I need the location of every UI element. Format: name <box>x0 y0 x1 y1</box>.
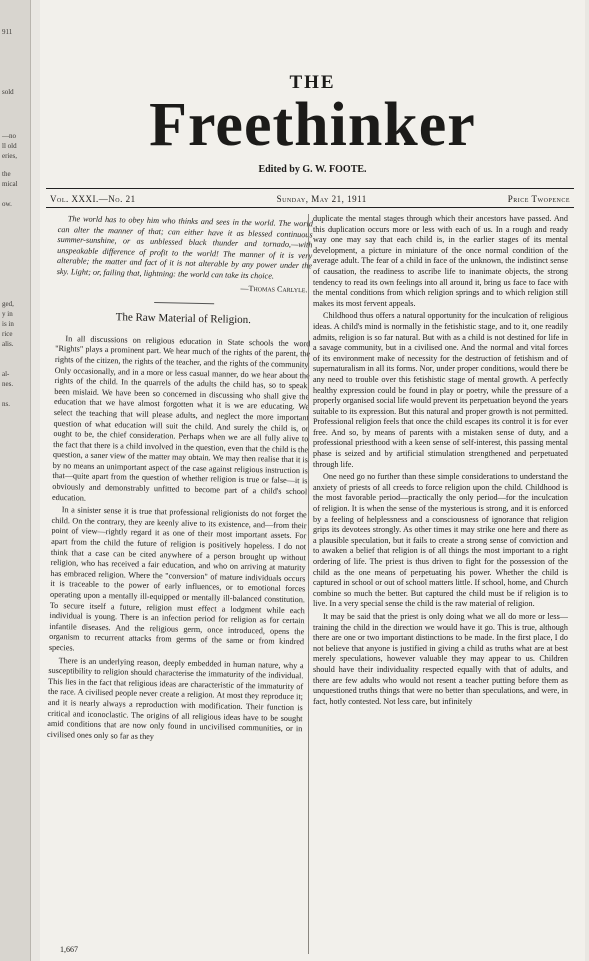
epigraph-author: —Thomas Carlyle. <box>240 283 308 294</box>
top-rule <box>46 188 574 189</box>
right-column <box>313 214 568 709</box>
issue-price: Price Twopence <box>507 194 570 204</box>
paragraph: There is an underlying reason, deeply embedded in human nature, why a susceptibility to religion should characterise the immaturity of the individual. This lies in the fact that religious ideas are characteristic of the immaturity of the race. A civilised people never create a religion. At most they reproduce it; and it is nearly always a reproduction with modification. Their function is critical and iconoclastic. The origins of all religious ideas have to be sought amid conditions that are now only found in uncivilised communities, or in civilised ones only so far as they <box>47 655 304 741</box>
margin-fragment: is in <box>2 320 14 328</box>
paragraph: Childhood thus offers a natural opportunity for the inculcation of religious ideas. A child's mind is normally in the fetishistic stage, and to it, one readily admits, religion is so far natural. But with as a child is not destined for life in a savage community, but in a civilised one. And the normal and vital forces of its environment make of necessity for the destruction of fetishism and of supernaturalism in all its forms. Nor, under proper conditions, would there be any need to trouble over this fetishistic stage of mental growth. A perfectly healthy expression could be found in play or poetry, while the pressure of a properly organised social life would prevent its perpetuation beyond the years suitable to its expression. But this natural and proper growth is not permitted. Professional religion feels that once the child escapes its control it is for ever free. And so, by means of parents with a mistaken sense of duty, and a professional priesthood with a keen sense of self-interest, this passing mental phase is seized and by artificial stimulation strengthened and perpetuated through life. <box>313 311 568 469</box>
margin-fragment: nes. <box>2 380 14 388</box>
margin-fragment: alis. <box>2 340 14 348</box>
margin-fragment: —no <box>2 132 16 140</box>
paragraph: In all discussions on religious education in State schools the word "Rights" plays a prominent part. We hear much of the rights of the parent, the rights of the citizen, the rights of the teacher, and the rights of the community. Only occasionally, and in a more or less casual manner, do we hear about the rights of the child. In the quarrels of the adults the child has, so to speak, been mislaid. We have been so concerned in discussing who shall give the education that we have almost forgotten what it is we are educating. We select the teaching that will please adults, and neglect the more important question of what education will suit the child. And surely the child is, or ought to be, the chief consideration. Perhaps when we are all fully alive to the fact that there is a child involved in the question, even that the child is the question, a saner view of the matter may obtain. We may then realise that it is by no means an unimportant aspect of the case against religious instruction is that—quite apart from the question of whether religion is true or false—it is obviously and demonstrably unfitted to become part of a child's school education. <box>51 333 311 503</box>
margin-fragment: ll old <box>2 142 17 150</box>
paragraph: It may be said that the priest is only doing what we all do more or less—training the child in the direction we would have it go. This is true, although there are one or two important distinctions to be made. In the first place, I do not believe that anyone is justified in giving a child as truths what are at best merely speculations, however valuable they may appear to us. Children should have their individuality respected equally with that of adults, and there are few adults who would not resent a teacher putting before them as unquestioned truths things that were no better than speculations, and were, in fact, hotly contested. Not less care, but infinitely <box>313 611 568 706</box>
margin-fragment: ns. <box>2 400 10 408</box>
left-margin-strip <box>0 0 31 961</box>
bottom-rule <box>46 207 574 208</box>
issue-volume: Vol. XXXI.—No. 21 <box>50 194 136 204</box>
margin-fragment: rice <box>2 330 13 338</box>
margin-fragment: eries, <box>2 152 17 160</box>
masthead-the: THE <box>289 72 336 93</box>
margin-fragment: 911 <box>2 28 13 36</box>
issue-line <box>50 194 570 204</box>
page-number: 1,667 <box>60 945 78 954</box>
masthead-editor: Edited by G. W. FOOTE. <box>258 164 367 175</box>
margin-fragment: al- <box>2 370 10 378</box>
paragraph: One need go no further than these simple considerations to understand the anxiety of priests of all creeds to force religion upon the child. Childhood is the most favorable period—practically the only period—for the inculcation of religion. It is when the sense of the mysterious is strong, and it is enforced by a feeling of helplessness and a consciousness of ignorance that religion grips its devotees strongly. As other times it may strike one here and there as a plausible speculation, but it fails to create a strong sense of conviction and to awaken a belief that religion is of all things the most important to a right ordering of life. The priest is thus driven to fight for the possession of the child as the one means of perpetuating his power. Whether the child is captured in school or out of school matters little. If school, home, and Church combine so much the better. But captured the child must be if religion is to live. In a very special sense the child is the raw material of religion. <box>313 472 568 609</box>
margin-fragment: mical <box>2 180 18 188</box>
column-divider <box>308 214 309 954</box>
newspaper-page <box>40 0 585 961</box>
paragraph: In a sinister sense it is true that professional religionists do not forget the child. On the contrary, they are keenly alive to its existence, and—from their point of view—rightly regard it as one of their most important assets. For apart from the child the future of religion is positively hopeless. I do not think that a case can be cited anywhere of a person brought up without religion, who has received a fair education, and who on arriving at maturity has embraced religion. Where the "conversion" of mature individuals occurs it is traceable to the power of early influences, or to emotional forces operating upon a mentally ill-equipped or mentally ill-balanced constitution. To secure itself a future, religion must effect a lodgment while each individual is young. There is an infection period for religion as for certain infantile diseases. And the religious germ, once introduced, opens the organism to recurrent attacks from germs of the same or from kindred species. <box>48 505 307 653</box>
epigraph: The world has to obey him who thinks and sees in the world. The world can alter the manner of that; can either have it as blessed continuous summer-sunshine, or as unblessed black thunder and tornado,—with unspeakable difference of profit to the world! The manner of it is very alterable; the matter and fact of it is not alterable by any power under the sky. Light; or, failing that, lightning: the world can take its choice. <box>56 214 313 281</box>
margin-fragment: y in <box>2 310 13 318</box>
separator <box>154 302 214 304</box>
margin-fragment: sold <box>2 88 14 96</box>
left-column <box>47 214 313 748</box>
masthead-title: Freethinker <box>149 91 476 159</box>
issue-date: Sunday, May 21, 1911 <box>276 194 367 204</box>
margin-fragment: ged, <box>2 300 14 308</box>
margin-fragment: the <box>2 170 11 178</box>
paragraph: duplicate the mental stages through which their ancestors have passed. And this duplication occurs more or less with each of us. In a rough and ready way one may say that each child is, in the earlier stages of its mental development, a picture in miniature of the once normal condition of the average adult. The fear of a child in face of the unknown, the indistinct sense of causation, the readiness to ascribe life to inanimate objects, the strong tendency to read its own feelings into all around it, bring us face to face with the mental conditions from which religion springs and to which religion still makes its most fervent appeals. <box>313 214 568 308</box>
article-title: The Raw Material of Religion. <box>115 311 252 327</box>
margin-fragment: ow. <box>2 200 12 208</box>
